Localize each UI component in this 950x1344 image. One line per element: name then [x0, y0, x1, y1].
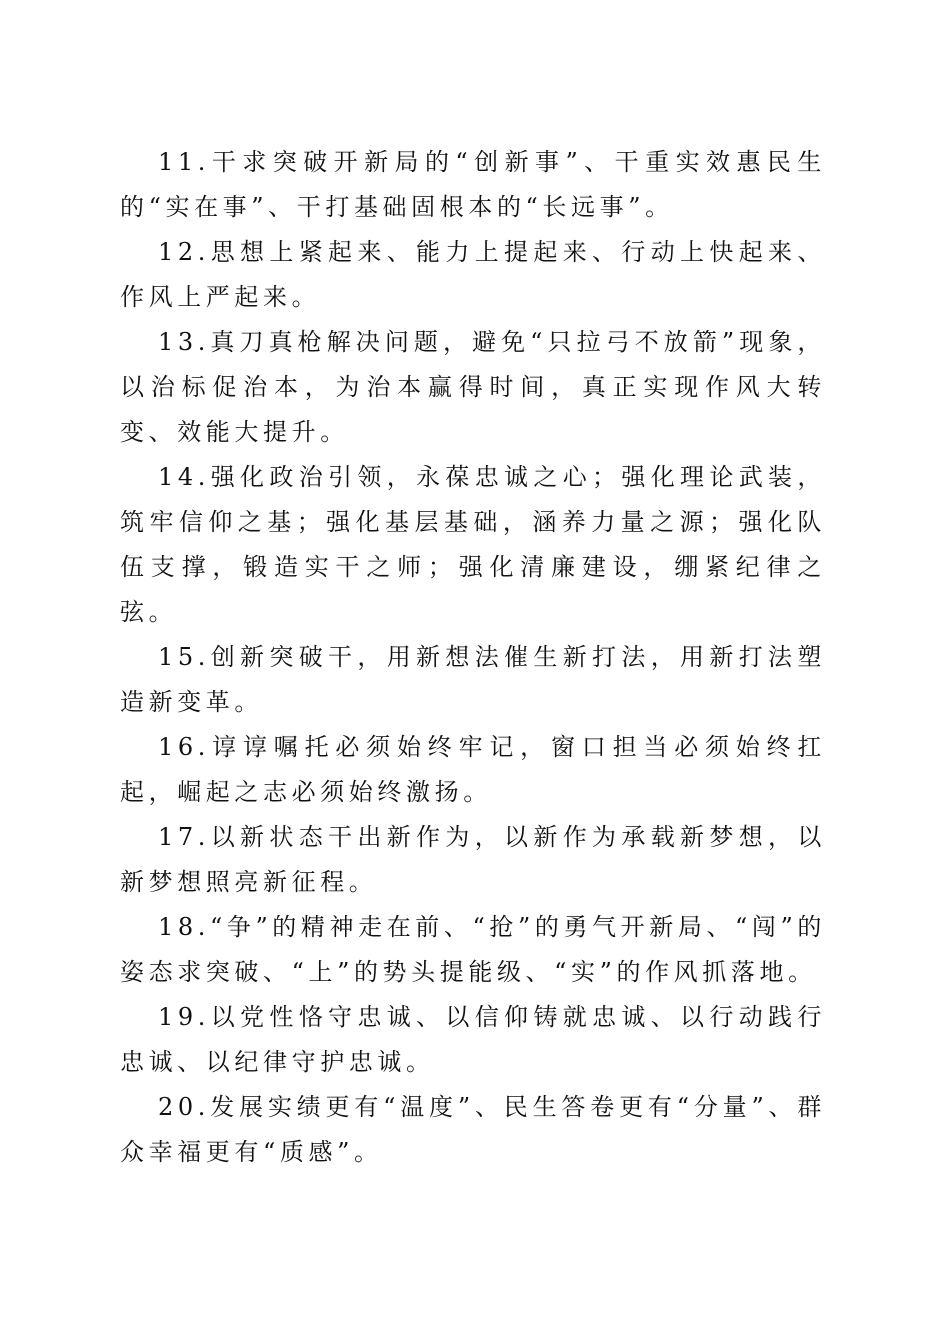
list-item-14: 14.强化政治引领，永葆忠诚之心；强化理论武装，筑牢信仰之基；强化基层基础，涵养力量之源；强化队伍支撑，锻造实干之师；强化清廉建设，绷紧纪律之弦。 — [120, 463, 826, 626]
list-item-15: 15.创新突破干，用新想法催生新打法，用新打法塑造新变革。 — [120, 643, 826, 716]
list-item-13: 13.真刀真枪解决问题，避免“只拉弓不放箭”现象，以治标促治本，为治本赢得时间，真正实现作风大转变、效能大提升。 — [120, 328, 826, 446]
list-item-11: 11.干求突破开新局的“创新事”、干重实效惠民生的“实在事”、干打基础固根本的“长远事”。 — [120, 148, 826, 221]
list-item-18: 18.“争”的精神走在前、“抢”的勇气开新局、“闯”的姿态求突破、“上”的势头提能级、“实”的作风抓落地。 — [120, 913, 826, 986]
list-item-17: 17.以新状态干出新作为，以新作为承载新梦想，以新梦想照亮新征程。 — [120, 823, 826, 896]
document-body — [120, 140, 826, 1175]
list-item-12: 12.思想上紧起来、能力上提起来、行动上快起来、作风上严起来。 — [120, 238, 826, 311]
list-item-16: 16.谆谆嘱托必须始终牢记，窗口担当必须始终扛起，崛起之志必须始终激扬。 — [120, 733, 826, 806]
list-item-20: 20.发展实绩更有“温度”、民生答卷更有“分量”、群众幸福更有“质感”。 — [120, 1093, 826, 1166]
list-item-19: 19.以党性恪守忠诚、以信仰铸就忠诚、以行动践行忠诚、以纪律守护忠诚。 — [120, 1003, 826, 1076]
